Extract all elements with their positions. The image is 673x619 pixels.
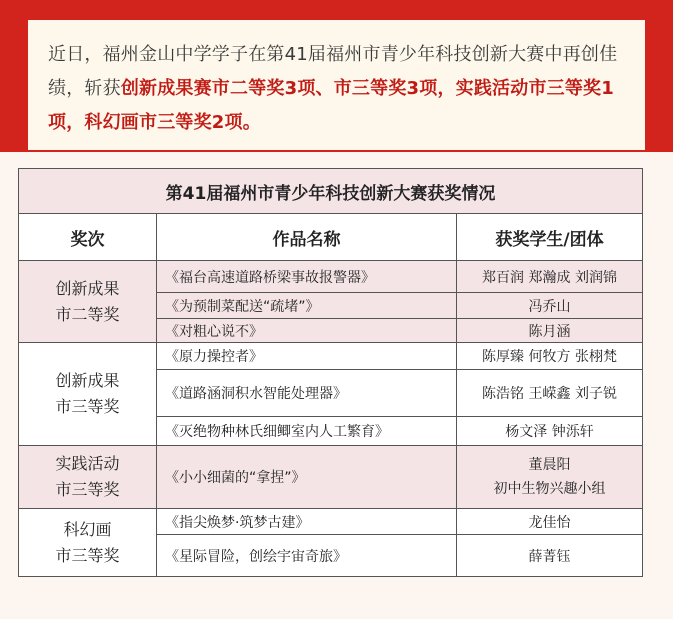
table-row <box>19 343 643 370</box>
table-title: 第41届福州市青少年科技创新大赛获奖情况 <box>19 169 643 214</box>
award-line: 市三等奖 <box>55 545 120 565</box>
winner-cell: 陈月涵 <box>457 319 643 343</box>
winner-line: 初中生物兴趣小组 <box>493 481 606 497</box>
winner-cell: 龙佳怡 <box>457 509 643 535</box>
award-line: 实践活动 <box>55 454 120 473</box>
award-cell <box>19 509 157 577</box>
table-row <box>19 446 643 509</box>
awards-table <box>18 168 643 577</box>
award-cell <box>19 261 157 343</box>
work-cell: 《对粗心说不》 <box>157 319 457 343</box>
award-line: 市二等奖 <box>55 304 120 324</box>
work-cell: 《为预制菜配送“疏堵”》 <box>157 293 457 319</box>
winner-cell <box>457 446 643 509</box>
winner-cell: 郑百润 郑瀚成 刘润锦 <box>457 261 643 293</box>
award-line: 创新成果 <box>55 278 120 298</box>
table-row <box>19 261 643 293</box>
header-winner: 获奖学生/团体 <box>457 214 643 261</box>
work-cell: 《福台高速道路桥梁事故报警器》 <box>157 261 457 293</box>
winner-cell: 陈厚臻 何牧方 张栩梵 <box>457 343 643 370</box>
work-cell: 《灭绝物种林氏细鲫室内人工繁育》 <box>157 417 457 446</box>
award-cell <box>19 446 157 509</box>
award-line: 创新成果 <box>55 371 120 390</box>
header-award: 奖次 <box>19 214 157 261</box>
winner-cell: 杨文泽 钟泺轩 <box>457 417 643 446</box>
table-title-row <box>19 169 643 214</box>
award-cell <box>19 343 157 446</box>
awards-table-container <box>18 168 642 577</box>
winner-cell: 冯乔山 <box>457 293 643 319</box>
winner-cell: 陈浩铭 王嵘鑫 刘子锐 <box>457 370 643 417</box>
header-work: 作品名称 <box>157 214 457 261</box>
work-cell: 《星际冒险，创绘宇宙奇旅》 <box>157 535 457 577</box>
intro-text: 近日，福州金山中学学子在第41届福州市青少年科技创新大赛中再创佳绩，斩获 <box>48 44 618 99</box>
work-cell: 《原力操控者》 <box>157 343 457 370</box>
table-header-row <box>19 214 643 261</box>
table-row <box>19 509 643 535</box>
award-line: 市三等奖 <box>55 480 120 499</box>
winner-cell: 薛菁钰 <box>457 535 643 577</box>
award-line: 科幻画 <box>63 519 112 539</box>
work-cell: 《指尖焕梦·筑梦古建》 <box>157 509 457 535</box>
work-cell: 《小小细菌的“拿捏”》 <box>157 446 457 509</box>
winner-line: 董晨阳 <box>528 457 571 473</box>
intro-highlight-text: 创新成果赛市二等奖3项、市三等奖3项，实践活动市三等奖1项，科幻画市三等奖2项。 <box>48 78 614 133</box>
award-line: 市三等奖 <box>55 397 120 416</box>
work-cell: 《道路涵洞积水智能处理器》 <box>157 370 457 417</box>
intro-paragraph <box>28 20 645 150</box>
